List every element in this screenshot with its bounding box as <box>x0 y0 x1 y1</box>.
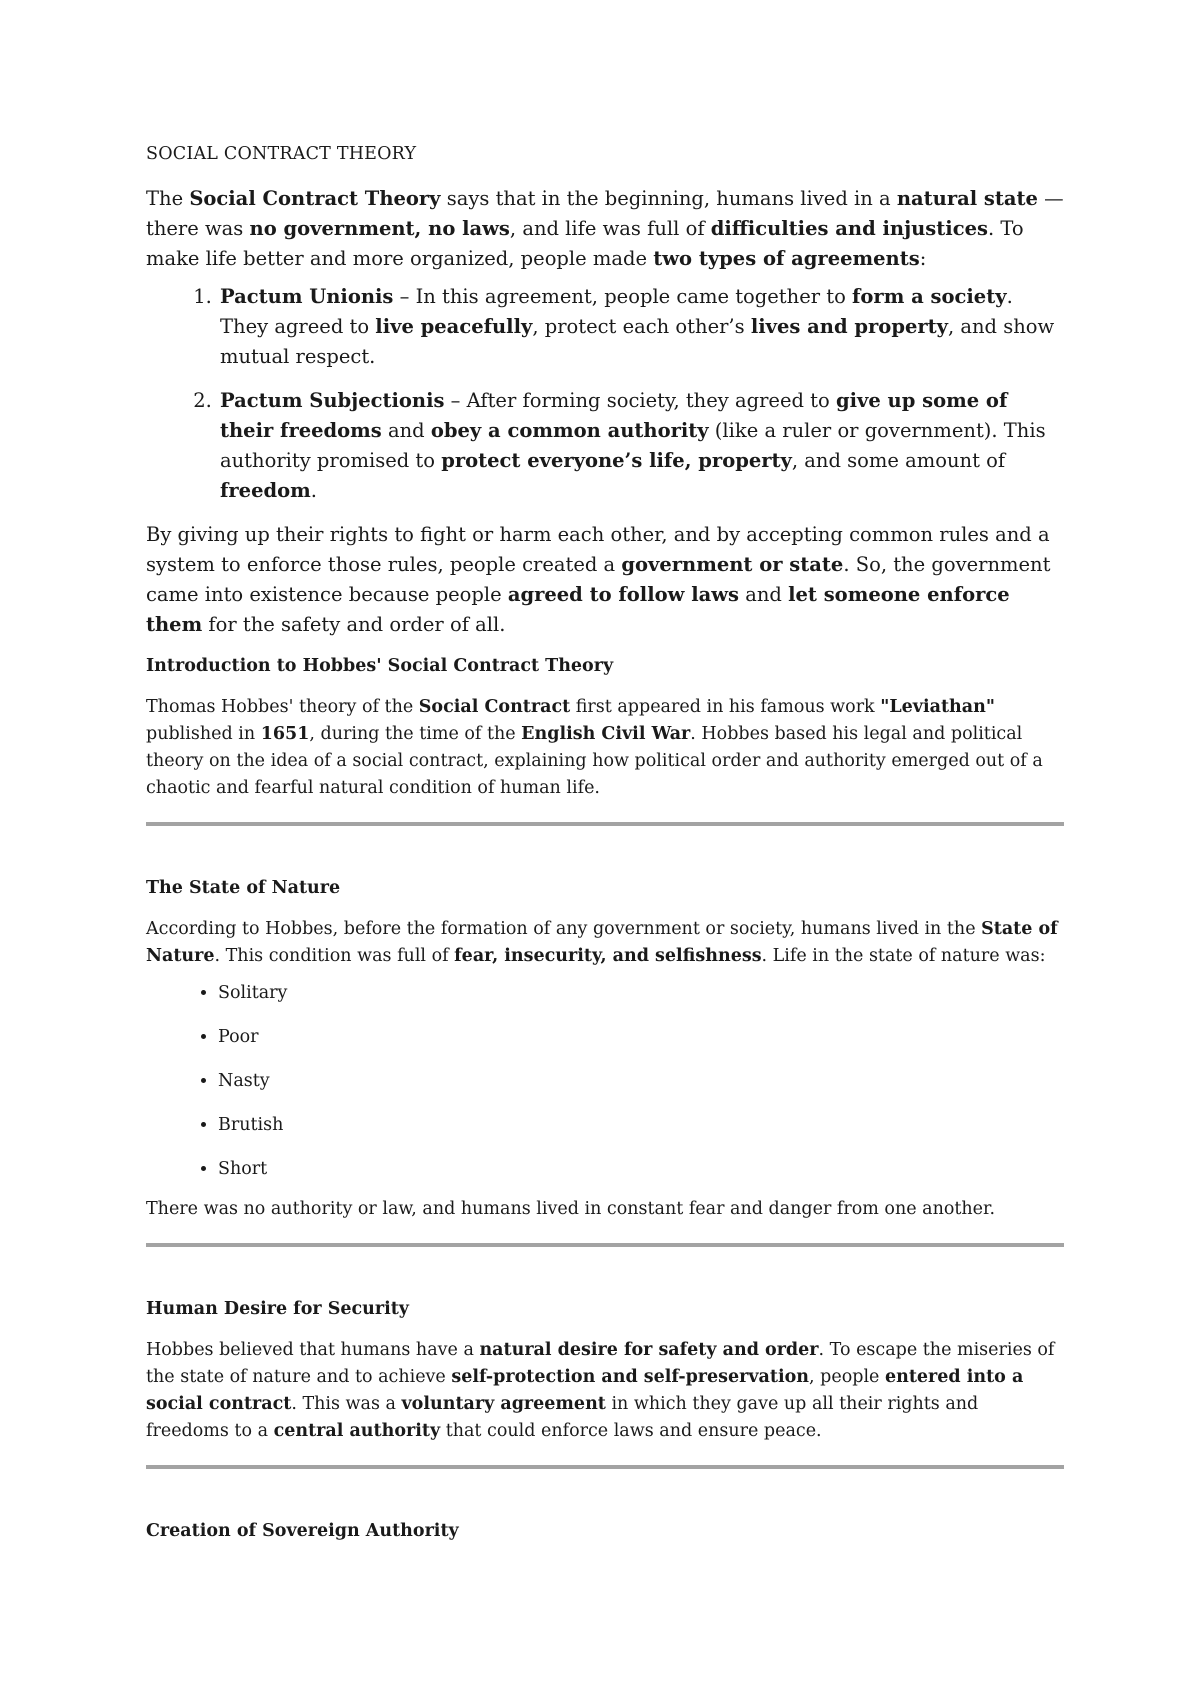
bold-phrase: let someone enforce them <box>146 583 1010 636</box>
government-origin-paragraph: By giving up their rights to fight or harm each other, and by accepting common rules and a system to enforce those rules, people created a government or state. So, the government came into existence because people agreed to follow laws and let someone enforce them for the safety and order of all. <box>146 523 1051 636</box>
section-closing-paragraph: There was no authority or law, and humans lived in constant fear and danger from one another. <box>146 1199 996 1219</box>
bold-phrase: difficulties and injustices <box>710 217 988 240</box>
list-item: • Solitary <box>218 980 1064 1006</box>
bold-phrase: no government, no laws <box>249 217 510 240</box>
section-state-of-nature <box>146 876 1064 1223</box>
horizontal-divider <box>146 1465 1064 1469</box>
bold-phrase: 1651 <box>260 724 310 744</box>
bold-phrase: Pactum Unionis <box>220 285 394 308</box>
horizontal-divider <box>146 1243 1064 1247</box>
bold-phrase: English Civil War <box>521 724 691 744</box>
section-desire-security <box>146 1297 1064 1445</box>
document-title: SOCIAL CONTRACT THEORY <box>146 144 417 164</box>
bold-phrase: natural desire for safety and order <box>479 1340 819 1360</box>
intro-paragraph: The Social Contract Theory says that in the beginning, humans lived in a natural state — there was no government, no laws, and life was full of difficulties and injustices. To make life better and more organized, people made two types of agreements: <box>146 187 1064 270</box>
bold-phrase: entered into a social contract <box>146 1367 1024 1414</box>
bold-phrase: agreed to follow laws <box>507 583 740 606</box>
bold-phrase: State of Nature <box>146 919 1058 966</box>
section-heading: Human Desire for Security <box>146 1299 409 1319</box>
list-item: • Brutish <box>218 1112 1064 1138</box>
list-item: • Short <box>218 1156 1064 1182</box>
traits-list <box>146 980 1064 1182</box>
bold-phrase: central authority <box>273 1421 441 1441</box>
bold-phrase: Social Contract Theory <box>189 187 441 210</box>
section-heading: The State of Nature <box>146 878 341 898</box>
section-heading: Creation of Sovereign Authority <box>146 1521 459 1541</box>
bold-phrase: give up some of their freedoms <box>220 389 1008 442</box>
bold-phrase: form a society <box>852 285 1007 308</box>
bold-phrase: "Leviathan" <box>880 697 995 717</box>
bold-phrase: Pactum Subjectionis <box>220 389 445 412</box>
bold-phrase: obey a common authority <box>430 419 709 442</box>
agreement-item-pactum-subjectionis: 2. Pactum Subjectionis – After forming society, they agreed to give up some of their freedoms and obey a common authority (like a ruler or government). This authority promised to protect everyone’s life, property, and some amount of freedom. <box>218 386 1064 506</box>
list-item: • Nasty <box>218 1068 1064 1094</box>
bold-phrase: self-protection and self-preservation <box>451 1367 810 1387</box>
section-hobbes-intro <box>146 654 1064 802</box>
bold-phrase: lives and property <box>750 315 948 338</box>
agreement-list <box>146 282 1064 506</box>
bold-phrase: natural state <box>896 187 1038 210</box>
agreement-item-pactum-unionis: 1. Pactum Unionis – In this agreement, people came together to form a society. They agreed to live peacefully, protect each other’s lives and property, and show mutual respect. <box>218 282 1064 372</box>
section-paragraph: According to Hobbes, before the formation of any government or society, humans lived in the State of Nature. This condition was full of fear, insecurity, and selfishness. Life in the state of nature was: <box>146 919 1058 966</box>
section-paragraph: Thomas Hobbes' theory of the Social Contract first appeared in his famous work "Leviathan" published in 1651, during the time of the English Civil War. Hobbes based his legal and political theory on the idea of a social contract, explaining how political order and authority emerged out of a chaotic and fearful natural condition of human life. <box>146 697 1043 798</box>
bold-phrase: voluntary agreement <box>401 1394 606 1414</box>
list-item: • Poor <box>218 1024 1064 1050</box>
section-sovereign <box>146 1519 1064 1543</box>
bold-phrase: fear, insecurity, and selfishness <box>454 946 762 966</box>
bold-phrase: protect everyone’s life, property <box>441 449 792 472</box>
document-body <box>146 144 1064 1559</box>
bold-phrase: Social Contract <box>418 697 571 717</box>
bold-phrase: freedom <box>220 479 311 502</box>
bold-phrase: two types of agreements <box>653 247 920 270</box>
section-paragraph: Hobbes believed that humans have a natural desire for safety and order. To escape the miseries of the state of nature and to achieve self-protection and self-preservation, people entered into a social contract. This was a voluntary agreement in which they gave up all their rights and freedoms to a central authority that could enforce laws and ensure peace. <box>146 1340 1055 1441</box>
section-heading: Introduction to Hobbes' Social Contract Theory <box>146 656 614 676</box>
bold-phrase: government or state <box>621 553 844 576</box>
intro-section <box>146 184 1064 274</box>
horizontal-divider <box>146 822 1064 826</box>
bold-phrase: live peacefully <box>375 315 533 338</box>
